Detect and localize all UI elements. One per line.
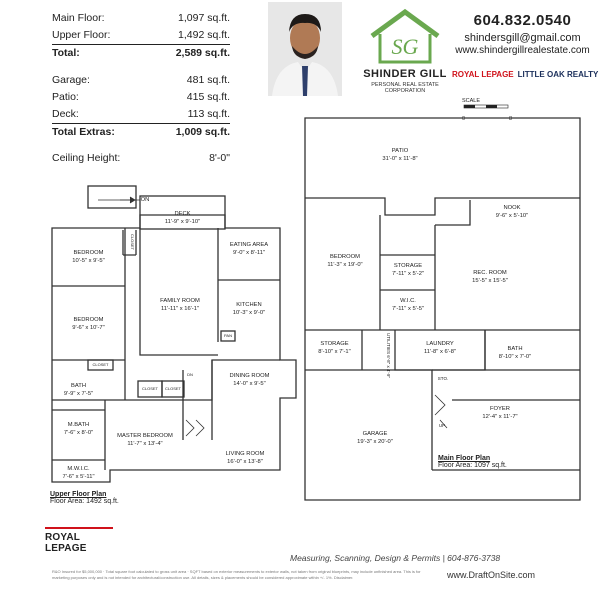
area-label: Garage: [52,74,90,86]
room-bath-main: BATH 8'-10" x 7'-0" [498,346,532,360]
area-value: 481 sq.ft. [186,74,230,86]
scale-label: SCALE [462,98,481,104]
room-storage-1: STORAGE 7'-11" x 5'-2" [392,263,424,277]
agent-email[interactable]: shindersgill@gmail.com [464,32,581,44]
area-value: 1,492 sq.ft. [178,29,230,41]
main-plan-title: Main Floor Plan [438,455,491,462]
room-deck: DECK 11'-9" x 9'-10" [164,211,201,225]
closet-2: CLOSET [92,362,109,367]
room-living: LIVING ROOM 16'-0" x 13'-8" [225,451,265,465]
room-utilities: UTILITIES 6'-8" x 4'-9" [386,333,391,378]
footer-services: Measuring, Scanning, Design & Permits | 604-876-3738 [290,553,501,563]
room-family: FAMILY ROOM 11'-11" x 16'-1" [160,298,200,312]
upper-plan-area: Floor Area: 1492 sq.ft. [50,498,119,505]
area-label: Deck: [52,108,79,120]
room-eating-area: EATING AREA 9'-0" x 8'-11" [229,242,269,256]
room-bedroom-2: BEDROOM 9'-6" x 10'-7" [72,317,105,331]
room-master-bath: M.BATH 7'-6" x 8'-0" [63,422,94,436]
footer-brand: ROYAL LEPAGE [45,532,87,554]
ceiling-value: 8'-0" [209,152,230,164]
area-label: Main Floor: [52,12,105,24]
room-storage-small: STO. [437,376,449,381]
stair-label-on: ON [140,197,150,203]
agent-subtitle: PERSONAL REAL ESTATE CORPORATION [371,82,439,94]
stair-label-dn: DN [187,372,193,377]
upper-plan-caption [50,491,119,505]
footer-url[interactable]: www.DraftOnSite.com [447,570,536,580]
ceiling-label: Ceiling Height: [52,152,121,164]
area-value: 113 sq.ft. [187,108,230,120]
room-storage-2: STORAGE 8'-10" x 7'-1" [318,341,351,355]
area-value: 415 sq.ft. [186,91,230,103]
area-label: Patio: [52,91,79,103]
area-label: Upper Floor: [52,29,111,41]
agent-website[interactable]: www.shindergillrealestate.com [455,45,590,56]
footer-disclaimer: R&O Insured for $5,000,000 · Total square foot calculated to gross unit area · SQFT based on exterior measurements to exterior walls, not taken from original blueprints, may include unfinished area. This is for marketing purposes only and is not intended for architectural/construction use. All details, sizes & placements should be considered approximate within +/- 1%. Disclaimer. [52,569,421,580]
area-value: 1,009 sq.ft. [175,126,230,138]
room-master-bedroom: MASTER BEDROOM 11'-7" x 13'-4" [117,433,173,447]
brokerage-brand: ROYAL LEPAGE [452,70,514,79]
brokerage-office: LITTLE OAK REALTY [517,70,599,79]
footer-brokerage-logo [45,527,113,553]
room-patio: PATIO 31'-0" x 11'-8" [382,148,418,162]
room-mwic: M.W.I.C. 7'-6" x 5'-11" [62,466,95,480]
room-laundry: LAUNDRY 11'-8" x 6'-8" [424,341,456,355]
area-value: 1,097 sq.ft. [178,12,230,24]
room-wic: W.I.C. 7'-11" x 5'-5" [392,298,424,312]
main-plan-caption [438,455,507,469]
upper-plan-title: Upper Floor Plan [50,491,107,498]
room-bath-upper: BATH 9'-9" x 7'-5" [63,383,94,397]
scale-end: 8 [508,116,512,122]
agent-phone[interactable]: 604.832.0540 [473,12,572,29]
stair-label-up: UP [438,423,446,428]
logo-monogram: SG [391,34,419,59]
pantry: PAN [224,333,232,338]
room-foyer: FOYER 12'-4" x 11'-7" [482,406,518,420]
room-rec: REC. ROOM 15'-5" x 15'-5" [472,270,508,284]
agent-name: SHINDER GILL [363,68,447,80]
scale-start: 0 [462,116,466,122]
room-nook: NOOK 9'-6" x 5'-10" [495,205,529,219]
room-bedroom-main: BEDROOM 11'-3" x 19'-0" [327,254,363,268]
area-label: Total: [52,47,80,59]
upper-landing [88,186,136,208]
room-garage: GARAGE 19'-3" x 20'-0" [357,431,393,445]
room-kitchen: KITCHEN 10'-3" x 9'-0" [232,302,266,316]
area-value: 2,589 sq.ft. [175,47,230,59]
closet-1: CLOSET [130,234,135,251]
area-label: Total Extras: [52,126,115,138]
closet-3: CLOSET [141,386,158,391]
room-bedroom-1: BEDROOM 10'-5" x 9'-5" [72,250,105,264]
room-dining: DINING ROOM 14'-0" x 9'-5" [229,373,270,387]
main-plan-area: Floor Area: 1097 sq.ft. [438,462,507,469]
closet-4: CLOSET [164,386,181,391]
